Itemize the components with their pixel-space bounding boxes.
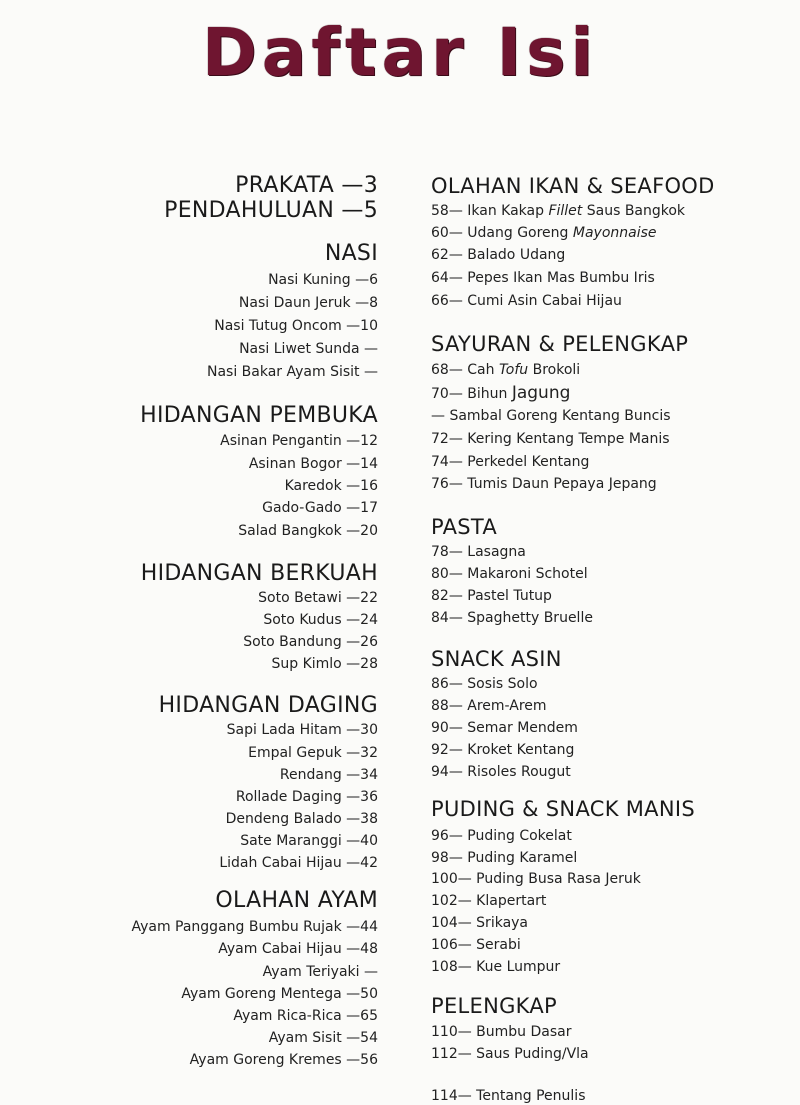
toc-item[interactable]: Nasi Kuning —6 bbox=[268, 272, 378, 288]
toc-item[interactable]: 96— Puding Cokelat bbox=[431, 828, 572, 844]
toc-item[interactable]: Salad Bangkok —20 bbox=[238, 523, 378, 539]
toc-item[interactable]: Ayam Goreng Mentega —50 bbox=[181, 986, 378, 1002]
toc-item[interactable]: 94— Risoles Rougut bbox=[431, 764, 571, 780]
toc-item[interactable]: Lidah Cabai Hijau —42 bbox=[219, 855, 378, 871]
toc-item[interactable]: 66— Cumi Asin Cabai Hijau bbox=[431, 293, 622, 309]
section-heading-pembuka: HIDANGAN PEMBUKA bbox=[140, 403, 378, 428]
toc-item[interactable]: 90— Semar Mendem bbox=[431, 720, 578, 736]
toc-item[interactable]: 58— Ikan Kakap Fillet Saus Bangkok bbox=[431, 203, 686, 219]
toc-item[interactable]: 82— Pastel Tutup bbox=[431, 588, 552, 604]
toc-item[interactable]: Soto Bandung —26 bbox=[243, 634, 378, 650]
toc-item[interactable]: 104— Srikaya bbox=[431, 915, 529, 931]
section-heading-pasta: PASTA bbox=[431, 515, 498, 539]
section-heading-sayuran: SAYURAN & PELENGKAP bbox=[431, 332, 689, 356]
section-heading-daging: HIDANGAN DAGING bbox=[158, 693, 378, 718]
toc-item[interactable]: — Sambal Goreng Kentang Buncis bbox=[431, 408, 671, 424]
toc-item[interactable]: 100— Puding Busa Rasa Jeruk bbox=[431, 871, 641, 887]
toc-item[interactable]: Rendang —34 bbox=[279, 767, 378, 783]
toc-item[interactable]: Empal Gepuk —32 bbox=[248, 745, 378, 761]
toc-item[interactable]: 70— Bihun Jagung bbox=[431, 383, 571, 403]
section-heading-ikan: OLAHAN IKAN & SEAFOOD bbox=[431, 174, 715, 198]
toc-item[interactable]: Ayam Panggang Bumbu Rujak —44 bbox=[131, 919, 378, 935]
section-heading-snack-asin: SNACK ASIN bbox=[431, 647, 562, 671]
toc-item[interactable]: Ayam Cabai Hijau —48 bbox=[218, 941, 378, 957]
page-title: Daftar Isi bbox=[201, 14, 599, 91]
toc-item[interactable]: Sup Kimlo —28 bbox=[271, 656, 378, 672]
toc-item[interactable]: 74— Perkedel Kentang bbox=[431, 454, 590, 470]
toc-item[interactable]: Nasi Tutug Oncom —10 bbox=[214, 318, 378, 334]
toc-item[interactable]: 98— Puding Karamel bbox=[431, 850, 578, 866]
toc-item[interactable]: 80— Makaroni Schotel bbox=[431, 566, 588, 582]
toc-entry-prakata[interactable]: PRAKATA —3 bbox=[235, 173, 378, 198]
toc-item[interactable]: Ayam Sisit —54 bbox=[268, 1030, 378, 1046]
toc-item[interactable]: 84— Spaghetty Bruelle bbox=[431, 610, 593, 626]
toc-item[interactable]: Asinan Pengantin —12 bbox=[220, 433, 378, 449]
toc-item[interactable]: Ayam Teriyaki — bbox=[262, 964, 378, 980]
toc-item[interactable]: Karedok —16 bbox=[284, 478, 378, 494]
toc-item[interactable]: Rollade Daging —36 bbox=[235, 789, 378, 805]
toc-item[interactable]: 76— Tumis Daun Pepaya Jepang bbox=[431, 476, 657, 492]
toc-item[interactable]: 112— Saus Puding/Vla bbox=[431, 1046, 589, 1062]
toc-item[interactable]: Nasi Liwet Sunda — bbox=[239, 341, 378, 357]
toc-item[interactable]: 108— Kue Lumpur bbox=[431, 959, 561, 975]
toc-item[interactable]: Ayam Goreng Kremes —56 bbox=[189, 1052, 378, 1068]
toc-item[interactable]: Sapi Lada Hitam —30 bbox=[226, 722, 378, 738]
section-heading-ayam: OLAHAN AYAM bbox=[215, 888, 378, 913]
toc-item[interactable]: 106— Serabi bbox=[431, 937, 521, 953]
toc-item[interactable]: 102— Klapertart bbox=[431, 893, 547, 909]
section-heading-nasi: NASI bbox=[324, 241, 378, 266]
section-heading-pelengkap: PELENGKAP bbox=[431, 994, 558, 1018]
toc-item[interactable]: Ayam Rica-Rica —65 bbox=[233, 1008, 378, 1024]
section-heading-puding: PUDING & SNACK MANIS bbox=[431, 797, 695, 821]
toc-item[interactable]: 88— Arem-Arem bbox=[431, 698, 547, 714]
toc-item[interactable]: Asinan Bogor —14 bbox=[248, 456, 378, 472]
toc-item[interactable]: Sate Maranggi —40 bbox=[240, 833, 378, 849]
toc-item[interactable]: 86— Sosis Solo bbox=[431, 676, 538, 692]
toc-item[interactable]: 72— Kering Kentang Tempe Manis bbox=[431, 431, 670, 447]
toc-entry-tentang-penulis[interactable]: 114— Tentang Penulis bbox=[431, 1088, 586, 1104]
section-heading-berkuah: HIDANGAN BERKUAH bbox=[140, 561, 378, 586]
toc-item[interactable]: 62— Balado Udang bbox=[431, 247, 566, 263]
toc-item[interactable]: 110— Bumbu Dasar bbox=[431, 1024, 572, 1040]
toc-item[interactable]: Nasi Bakar Ayam Sisit — bbox=[207, 364, 378, 380]
toc-item[interactable]: 64— Pepes Ikan Mas Bumbu Iris bbox=[431, 270, 655, 286]
toc-item[interactable]: 68— Cah Tofu Brokoli bbox=[431, 362, 581, 378]
toc-item[interactable]: Soto Kudus —24 bbox=[263, 612, 378, 628]
toc-item[interactable]: 78— Lasagna bbox=[431, 544, 526, 560]
toc-item[interactable]: Soto Betawi —22 bbox=[258, 590, 378, 606]
toc-item[interactable]: 92— Kroket Kentang bbox=[431, 742, 575, 758]
toc-item[interactable]: Dendeng Balado —38 bbox=[225, 811, 378, 827]
toc-item[interactable]: Nasi Daun Jeruk —8 bbox=[238, 295, 378, 311]
toc-entry-pendahuluan[interactable]: PENDAHULUAN —5 bbox=[164, 198, 378, 223]
toc-item[interactable]: Gado-Gado —17 bbox=[262, 500, 378, 516]
toc-item[interactable]: 60— Udang Goreng Mayonnaise bbox=[431, 225, 657, 241]
